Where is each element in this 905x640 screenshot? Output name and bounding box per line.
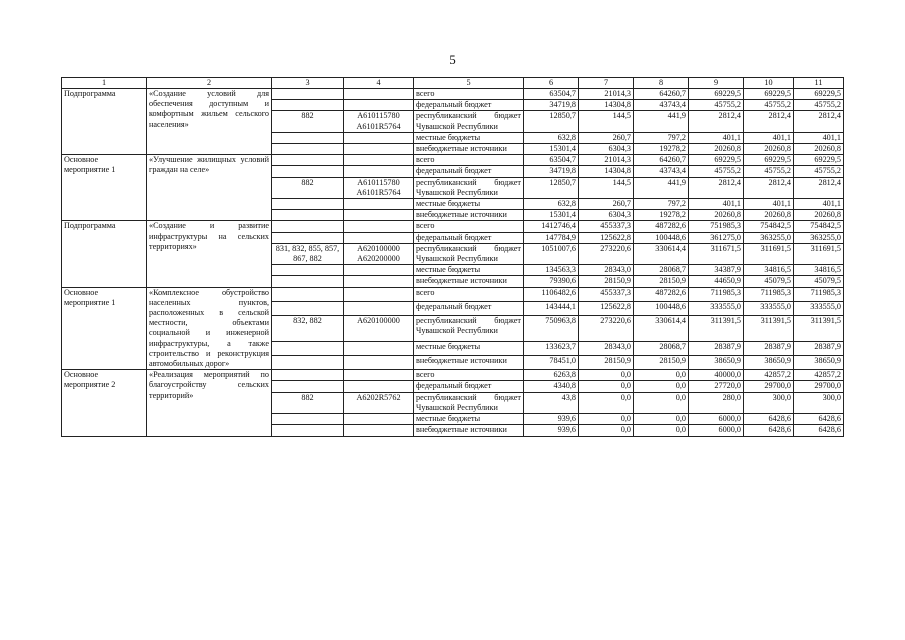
amount-cell: 797,2 [634, 199, 689, 210]
amount-cell: 28387,9 [794, 342, 844, 356]
amount-cell: 45755,2 [689, 100, 744, 111]
empty-cell [344, 425, 414, 436]
amount-cell: 487282,6 [634, 287, 689, 301]
amount-cell: 280,0 [689, 392, 744, 413]
funding-source-cell: республиканский бюджет Чувашской Республики [414, 111, 524, 132]
budget-code-cell: А620100000 [344, 315, 414, 342]
amount-cell: 361275,0 [689, 232, 744, 243]
amount-cell: 28068,7 [634, 342, 689, 356]
amount-cell: 125622,8 [579, 232, 634, 243]
amount-cell: 0,0 [634, 370, 689, 381]
funding-source-cell: республиканский бюджет Чувашской Республики [414, 315, 524, 342]
header-cell: 1 [62, 78, 147, 89]
amount-cell: 0,0 [634, 425, 689, 436]
empty-cell [344, 210, 414, 221]
amount-cell: 34719,8 [524, 100, 579, 111]
amount-cell: 401,1 [689, 132, 744, 143]
amount-cell: 20260,8 [689, 210, 744, 221]
empty-cell [272, 265, 344, 276]
header-cell: 2 [147, 78, 272, 89]
amount-cell: 273220,6 [579, 315, 634, 342]
amount-cell: 20260,8 [794, 210, 844, 221]
amount-cell: 69229,5 [744, 89, 794, 100]
empty-cell [272, 301, 344, 315]
program-title-cell: «Улучшение жилищных условий граждан на селе» [147, 155, 272, 221]
amount-cell: 455337,3 [579, 287, 634, 301]
amount-cell: 311391,5 [744, 315, 794, 342]
amount-cell: 751985,3 [689, 221, 744, 232]
program-title-cell: «Реализация мероприятий по благоустройству сельских территорий» [147, 370, 272, 436]
amount-cell: 311391,5 [794, 315, 844, 342]
amount-cell: 15301,4 [524, 144, 579, 155]
amount-cell: 311691,5 [744, 243, 794, 264]
empty-cell [272, 210, 344, 221]
funding-source-cell: всего [414, 89, 524, 100]
empty-cell [272, 414, 344, 425]
amount-cell: 797,2 [634, 132, 689, 143]
amount-cell: 333555,0 [794, 301, 844, 315]
amount-cell: 20260,8 [744, 210, 794, 221]
header-cell: 5 [414, 78, 524, 89]
program-title-cell: «Комплексное обустройство населенных пунктов, расположенных в сельской местности, объектами социальной и инженерной инфраструктуры, а также строительство и реконструкция автомобильных дорог» [147, 287, 272, 370]
amount-cell: 100448,6 [634, 301, 689, 315]
amount-cell: 44650,9 [689, 276, 744, 287]
empty-cell [272, 381, 344, 392]
header-cell: 11 [794, 78, 844, 89]
amount-cell: 363255,0 [744, 232, 794, 243]
amount-cell: 45755,2 [689, 166, 744, 177]
program-title-cell: «Создание и развитие инфраструктуры на сельских территориях» [147, 221, 272, 287]
amount-cell: 28150,9 [579, 356, 634, 370]
header-cell: 9 [689, 78, 744, 89]
amount-cell: 711985,3 [744, 287, 794, 301]
budget-code-cell: А6202R5762 [344, 392, 414, 413]
amount-cell: 6263,8 [524, 370, 579, 381]
amount-cell: 311391,5 [689, 315, 744, 342]
amount-cell: 1412746,4 [524, 221, 579, 232]
header-row [62, 78, 844, 89]
responsible-code-cell: 882 [272, 111, 344, 132]
amount-cell: 143444,1 [524, 301, 579, 315]
amount-cell: 100448,6 [634, 232, 689, 243]
amount-cell: 2812,4 [794, 111, 844, 132]
amount-cell: 19278,2 [634, 144, 689, 155]
amount-cell: 487282,6 [634, 221, 689, 232]
funding-source-cell: местные бюджеты [414, 199, 524, 210]
amount-cell: 15301,4 [524, 210, 579, 221]
funding-source-cell: федеральный бюджет [414, 381, 524, 392]
empty-cell [272, 166, 344, 177]
amount-cell: 38650,9 [794, 356, 844, 370]
amount-cell: 125622,8 [579, 301, 634, 315]
amount-cell: 330614,4 [634, 243, 689, 264]
empty-cell [272, 221, 344, 232]
amount-cell: 63504,7 [524, 89, 579, 100]
empty-cell [344, 166, 414, 177]
empty-cell [272, 370, 344, 381]
amount-cell: 45755,2 [744, 100, 794, 111]
funding-source-cell: внебюджетные источники [414, 144, 524, 155]
table-row [62, 370, 844, 381]
amount-cell: 21014,3 [579, 89, 634, 100]
funding-source-cell: всего [414, 370, 524, 381]
amount-cell: 69229,5 [794, 89, 844, 100]
amount-cell: 64260,7 [634, 89, 689, 100]
amount-cell: 20260,8 [744, 144, 794, 155]
amount-cell: 363255,0 [794, 232, 844, 243]
funding-source-cell: внебюджетные источники [414, 356, 524, 370]
funding-source-cell: всего [414, 155, 524, 166]
amount-cell: 45755,2 [794, 166, 844, 177]
amount-cell: 311691,5 [794, 243, 844, 264]
amount-cell: 69229,5 [744, 155, 794, 166]
amount-cell: 28387,9 [689, 342, 744, 356]
amount-cell: 0,0 [579, 425, 634, 436]
amount-cell: 2812,4 [744, 177, 794, 198]
responsible-code-cell: 832, 882 [272, 315, 344, 342]
amount-cell: 43,8 [524, 392, 579, 413]
amount-cell: 28150,9 [634, 356, 689, 370]
amount-cell: 34387,9 [689, 265, 744, 276]
funding-source-cell: федеральный бюджет [414, 166, 524, 177]
empty-cell [344, 144, 414, 155]
amount-cell: 69229,5 [689, 89, 744, 100]
amount-cell: 333555,0 [689, 301, 744, 315]
empty-cell [272, 100, 344, 111]
amount-cell: 401,1 [744, 132, 794, 143]
amount-cell: 939,6 [524, 425, 579, 436]
table-row [62, 287, 844, 301]
table-row [62, 89, 844, 100]
amount-cell: 632,8 [524, 199, 579, 210]
empty-cell [344, 381, 414, 392]
budget-code-cell: А620100000 А620200000 [344, 243, 414, 264]
amount-cell: 754842,5 [744, 221, 794, 232]
amount-cell: 0,0 [579, 381, 634, 392]
funding-source-cell: республиканский бюджет Чувашской Республики [414, 392, 524, 413]
amount-cell: 45079,5 [744, 276, 794, 287]
page-number: 5 [449, 52, 456, 67]
amount-cell: 2812,4 [689, 111, 744, 132]
amount-cell: 311671,5 [689, 243, 744, 264]
empty-cell [344, 89, 414, 100]
amount-cell: 45079,5 [794, 276, 844, 287]
amount-cell: 441,9 [634, 111, 689, 132]
program-title-cell: «Создание условий для обеспечения доступным и комфортным жильем сельского населения» [147, 89, 272, 155]
amount-cell: 19278,2 [634, 210, 689, 221]
funding-source-cell: местные бюджеты [414, 265, 524, 276]
amount-cell: 6304,3 [579, 144, 634, 155]
budget-code-cell: А610115780 А6101R5764 [344, 111, 414, 132]
amount-cell: 45755,2 [794, 100, 844, 111]
amount-cell: 632,8 [524, 132, 579, 143]
amount-cell: 14304,8 [579, 166, 634, 177]
program-type-cell: Основное мероприятие 2 [62, 370, 147, 436]
amount-cell: 401,1 [794, 132, 844, 143]
amount-cell: 1106482,6 [524, 287, 579, 301]
amount-cell: 6428,6 [744, 414, 794, 425]
amount-cell: 28343,0 [579, 342, 634, 356]
amount-cell: 78451,0 [524, 356, 579, 370]
amount-cell: 1051007,6 [524, 243, 579, 264]
amount-cell: 69229,5 [794, 155, 844, 166]
amount-cell: 455337,3 [579, 221, 634, 232]
amount-cell: 0,0 [634, 381, 689, 392]
amount-cell: 144,5 [579, 111, 634, 132]
table-body [62, 78, 844, 437]
amount-cell: 28150,9 [634, 276, 689, 287]
empty-cell [344, 265, 414, 276]
funding-source-cell: республиканский бюджет Чувашской Республики [414, 243, 524, 264]
amount-cell: 333555,0 [744, 301, 794, 315]
amount-cell: 144,5 [579, 177, 634, 198]
amount-cell: 43743,4 [634, 100, 689, 111]
budget-table [61, 77, 844, 437]
header-cell: 8 [634, 78, 689, 89]
empty-cell [272, 356, 344, 370]
amount-cell: 38650,9 [689, 356, 744, 370]
amount-cell: 43743,4 [634, 166, 689, 177]
amount-cell: 2812,4 [744, 111, 794, 132]
amount-cell: 0,0 [579, 392, 634, 413]
program-type-cell: Основное мероприятие 1 [62, 287, 147, 370]
amount-cell: 2812,4 [689, 177, 744, 198]
funding-source-cell: республиканский бюджет Чувашской Республики [414, 177, 524, 198]
amount-cell: 28343,0 [579, 265, 634, 276]
amount-cell: 133623,7 [524, 342, 579, 356]
amount-cell: 29700,0 [794, 381, 844, 392]
empty-cell [272, 89, 344, 100]
amount-cell: 20260,8 [794, 144, 844, 155]
funding-source-cell: местные бюджеты [414, 342, 524, 356]
amount-cell: 28150,9 [579, 276, 634, 287]
amount-cell: 14304,8 [579, 100, 634, 111]
empty-cell [272, 132, 344, 143]
amount-cell: 754842,5 [794, 221, 844, 232]
empty-cell [272, 155, 344, 166]
empty-cell [272, 232, 344, 243]
empty-cell [344, 301, 414, 315]
funding-source-cell: федеральный бюджет [414, 100, 524, 111]
empty-cell [272, 342, 344, 356]
empty-cell [344, 342, 414, 356]
amount-cell: 79390,6 [524, 276, 579, 287]
amount-cell: 147784,9 [524, 232, 579, 243]
amount-cell: 28068,7 [634, 265, 689, 276]
amount-cell: 300,0 [794, 392, 844, 413]
header-cell: 10 [744, 78, 794, 89]
amount-cell: 20260,8 [689, 144, 744, 155]
empty-cell [344, 276, 414, 287]
amount-cell: 750963,8 [524, 315, 579, 342]
empty-cell [344, 155, 414, 166]
amount-cell: 0,0 [634, 414, 689, 425]
responsible-code-cell: 831, 832, 855, 857, 867, 882 [272, 243, 344, 264]
responsible-code-cell: 882 [272, 392, 344, 413]
program-type-cell: Основное мероприятие 1 [62, 155, 147, 221]
amount-cell: 38650,9 [744, 356, 794, 370]
amount-cell: 34816,5 [794, 265, 844, 276]
funding-source-cell: внебюджетные источники [414, 210, 524, 221]
amount-cell: 42857,2 [794, 370, 844, 381]
amount-cell: 42857,2 [744, 370, 794, 381]
amount-cell: 64260,7 [634, 155, 689, 166]
empty-cell [344, 199, 414, 210]
amount-cell: 21014,3 [579, 155, 634, 166]
amount-cell: 711985,3 [794, 287, 844, 301]
amount-cell: 711985,3 [689, 287, 744, 301]
empty-cell [344, 221, 414, 232]
empty-cell [272, 199, 344, 210]
amount-cell: 12850,7 [524, 111, 579, 132]
empty-cell [344, 370, 414, 381]
amount-cell: 300,0 [744, 392, 794, 413]
empty-cell [344, 287, 414, 301]
header-cell: 4 [344, 78, 414, 89]
program-type-cell: Подпрограмма [62, 221, 147, 287]
header-cell: 6 [524, 78, 579, 89]
table-row [62, 221, 844, 232]
amount-cell: 0,0 [579, 370, 634, 381]
program-type-cell: Подпрограмма [62, 89, 147, 155]
amount-cell: 260,7 [579, 132, 634, 143]
amount-cell: 69229,5 [689, 155, 744, 166]
amount-cell: 6000,0 [689, 425, 744, 436]
amount-cell: 6428,6 [744, 425, 794, 436]
funding-source-cell: внебюджетные источники [414, 425, 524, 436]
amount-cell: 40000,0 [689, 370, 744, 381]
funding-source-cell: всего [414, 221, 524, 232]
responsible-code-cell: 882 [272, 177, 344, 198]
amount-cell: 12850,7 [524, 177, 579, 198]
amount-cell: 939,6 [524, 414, 579, 425]
empty-cell [344, 100, 414, 111]
amount-cell: 0,0 [634, 392, 689, 413]
amount-cell: 2812,4 [794, 177, 844, 198]
amount-cell: 45755,2 [744, 166, 794, 177]
funding-source-cell: внебюджетные источники [414, 276, 524, 287]
amount-cell: 6304,3 [579, 210, 634, 221]
amount-cell: 441,9 [634, 177, 689, 198]
funding-source-cell: местные бюджеты [414, 132, 524, 143]
header-cell: 3 [272, 78, 344, 89]
amount-cell: 27720,0 [689, 381, 744, 392]
empty-cell [272, 144, 344, 155]
funding-source-cell: федеральный бюджет [414, 232, 524, 243]
amount-cell: 0,0 [579, 414, 634, 425]
empty-cell [344, 356, 414, 370]
amount-cell: 28387,9 [744, 342, 794, 356]
funding-source-cell: всего [414, 287, 524, 301]
amount-cell: 63504,7 [524, 155, 579, 166]
amount-cell: 134563,3 [524, 265, 579, 276]
amount-cell: 6428,6 [794, 414, 844, 425]
empty-cell [344, 132, 414, 143]
header-cell: 7 [579, 78, 634, 89]
amount-cell: 273220,6 [579, 243, 634, 264]
amount-cell: 260,7 [579, 199, 634, 210]
funding-source-cell: местные бюджеты [414, 414, 524, 425]
funding-source-cell: федеральный бюджет [414, 301, 524, 315]
amount-cell: 330614,4 [634, 315, 689, 342]
amount-cell: 6428,6 [794, 425, 844, 436]
empty-cell [272, 276, 344, 287]
amount-cell: 401,1 [744, 199, 794, 210]
empty-cell [344, 414, 414, 425]
amount-cell: 34816,5 [744, 265, 794, 276]
empty-cell [344, 232, 414, 243]
amount-cell: 401,1 [689, 199, 744, 210]
amount-cell: 29700,0 [744, 381, 794, 392]
budget-code-cell: А610115780 А6101R5764 [344, 177, 414, 198]
amount-cell: 401,1 [794, 199, 844, 210]
table-row [62, 155, 844, 166]
amount-cell: 4340,8 [524, 381, 579, 392]
amount-cell: 6000,0 [689, 414, 744, 425]
amount-cell: 34719,8 [524, 166, 579, 177]
empty-cell [272, 425, 344, 436]
empty-cell [272, 287, 344, 301]
